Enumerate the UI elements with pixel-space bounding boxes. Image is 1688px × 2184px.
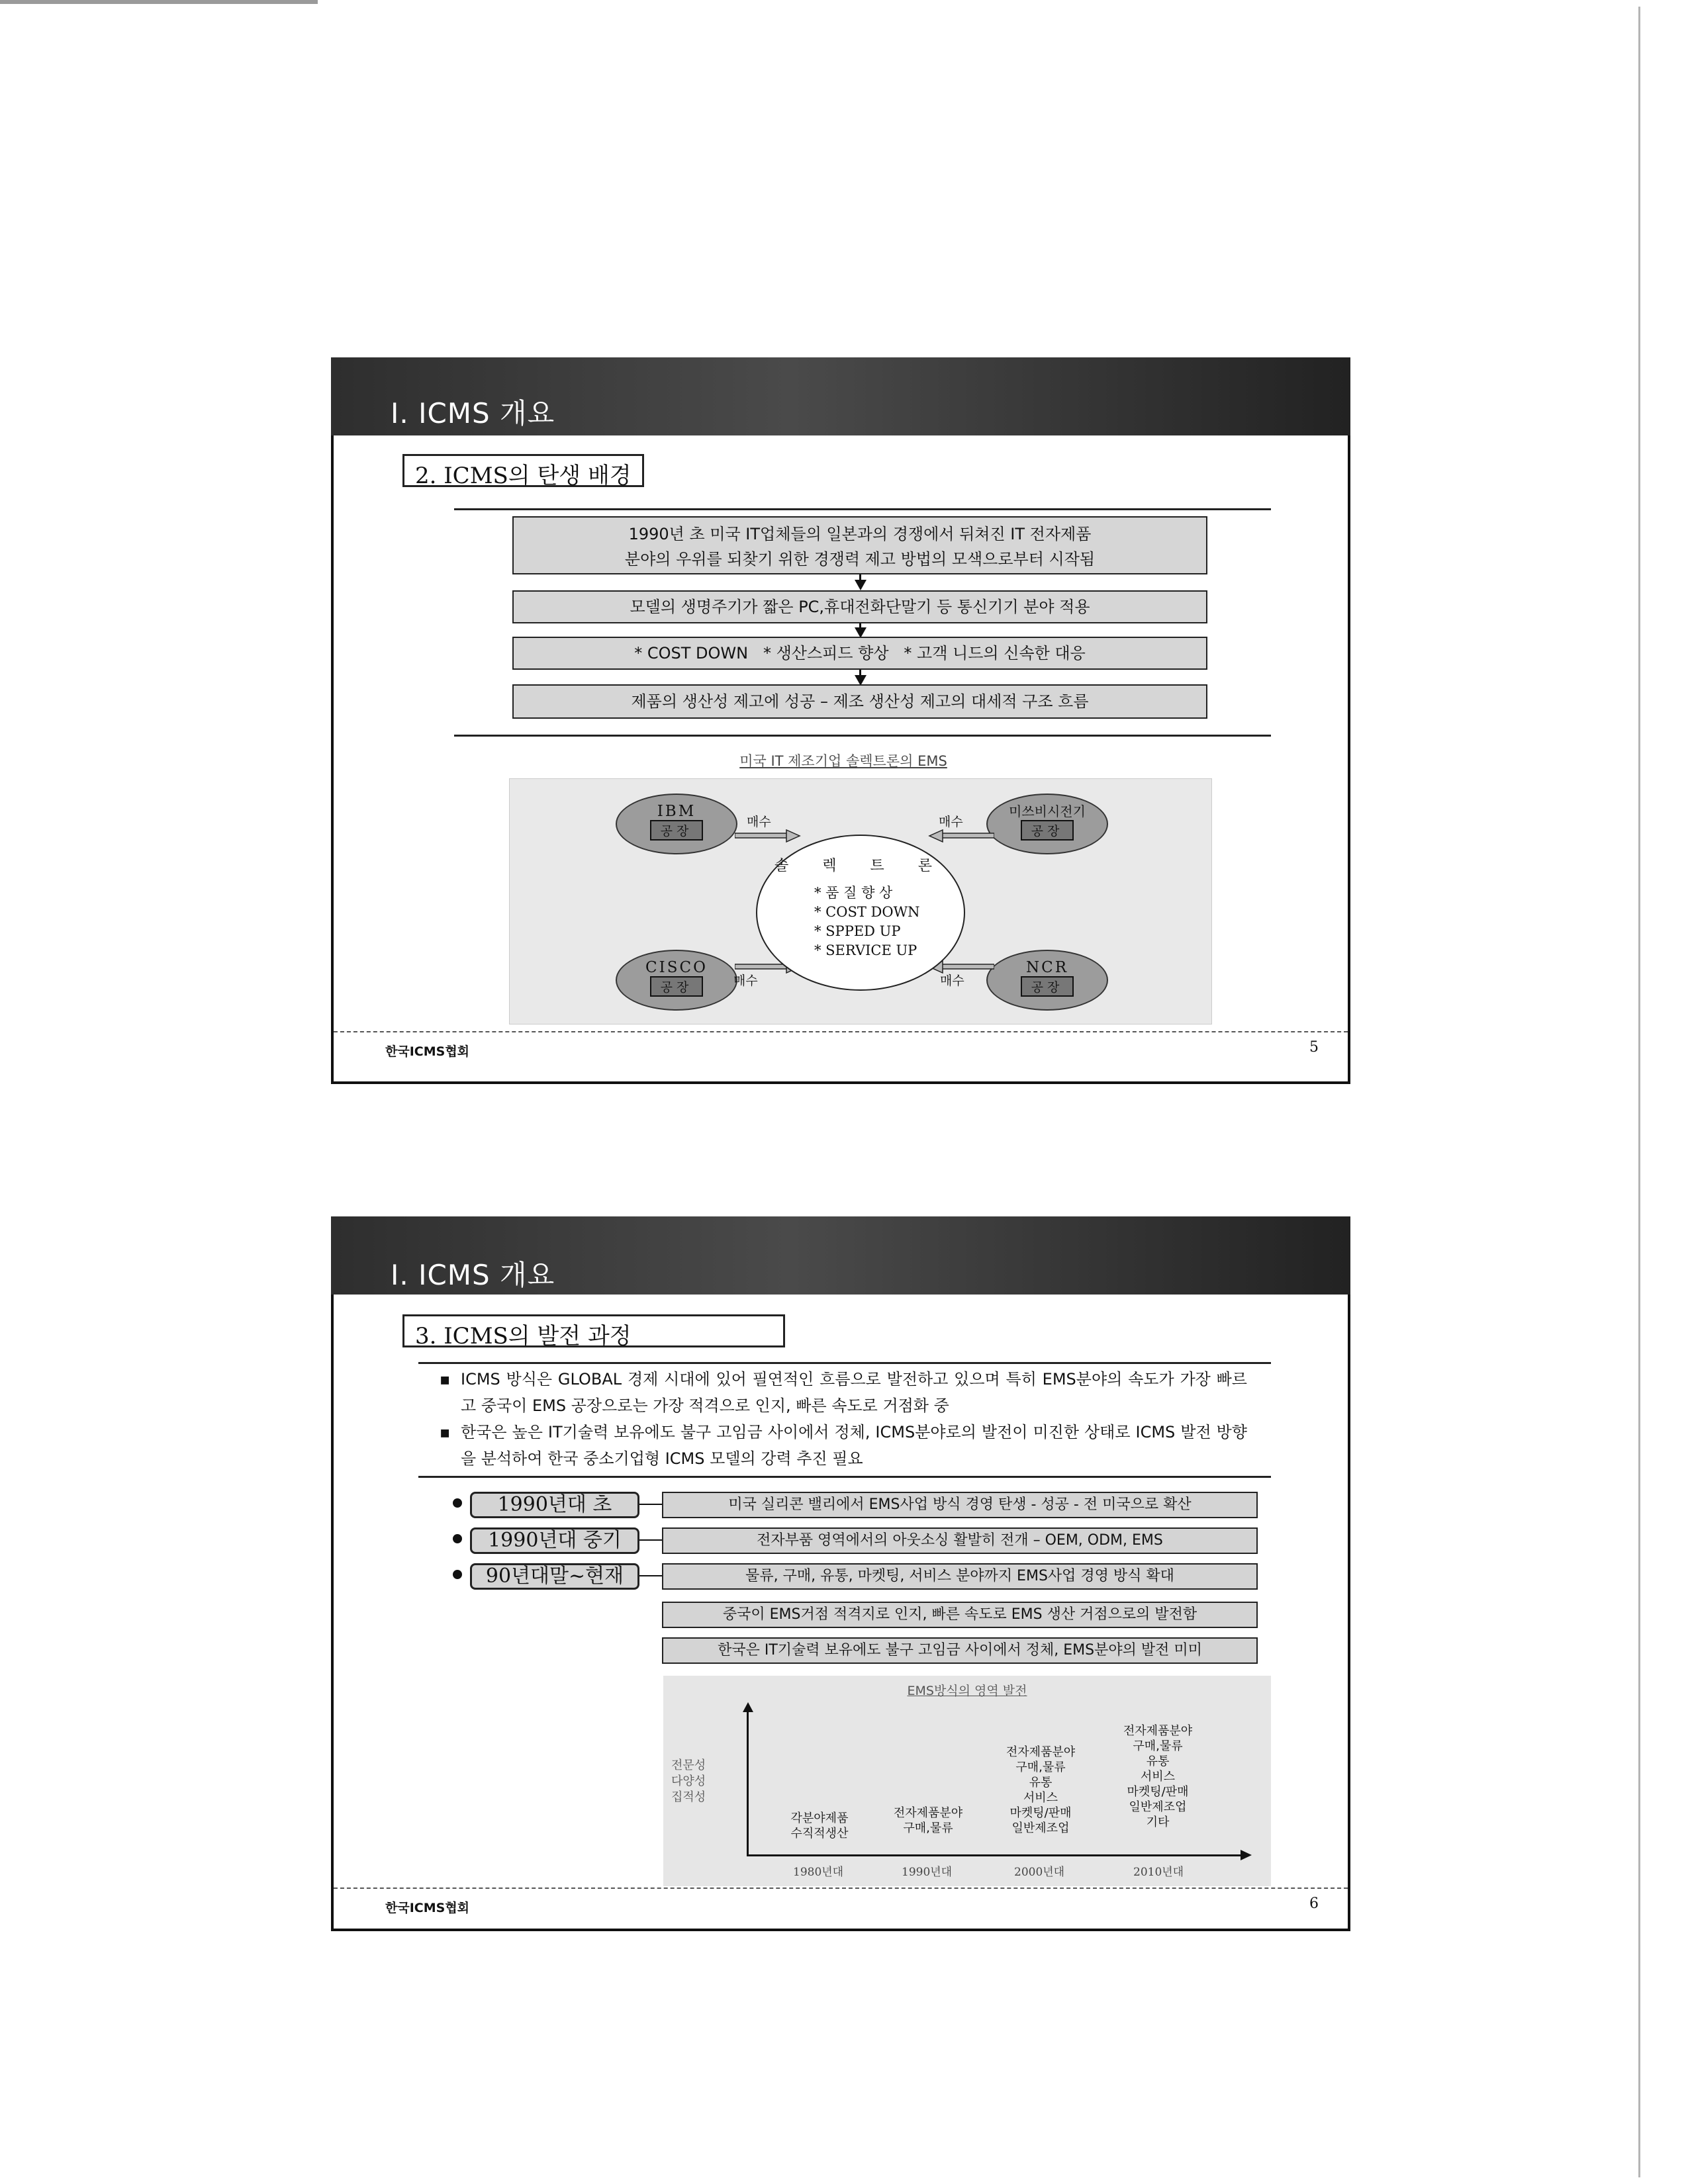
column-item: 마켓팅/판매 [1009,1806,1072,1820]
column-item: 구매,물류 [903,1821,953,1835]
benefit-item: * 품 질 향 상 [814,885,893,901]
slide-title: I. ICMS 개요 [391,397,555,430]
chart-title: EMS방식의 영역 발전 [907,1684,1027,1698]
column-item: 전자제품분야 [1123,1724,1193,1738]
buy-label: 매수 [940,974,964,988]
benefit-item: * SERVICE UP [814,942,917,958]
connector-line [639,1539,662,1541]
down-arrow-icon [855,580,867,590]
solectron-circle [756,835,965,991]
flow-text: 모델의 생명주기가 짧은 PC,휴대전화단말기 등 통신기기 분야 적용 [630,598,1090,616]
era-label: 1990년대 초 [470,1492,639,1518]
page-number: 5 [1309,1039,1319,1056]
company-oval-mitsubishi [986,794,1108,854]
section-title: 2. ICMS의 탄생 배경 [402,454,644,487]
scan-edge-top [0,0,318,4]
bullet-dot-icon [453,1570,462,1579]
bullet-item: ▪ ICMS 방식은 GLOBAL 경제 시대에 있어 필연적인 흐름으로 발전하고 있으며 특히 EMS분야의 속도가 가장 빠르고 중국이 EMS 공장으로는 가장 적격으로 인지, 빠른 속도로 거점화 중 [440,1366,1247,1419]
flow-box-1 [512,516,1207,574]
bullet-list [440,1366,1247,1472]
bullet-item: ▪ 한국은 높은 IT기술력 보유에도 불구 고임금 사이에서 정체, ICMS분야로의 발전이 미진한 상태로 ICMS 발전 방향을 분석하여 한국 중소기업형 ICMS 모델의 강력 추진 필요 [440,1419,1247,1472]
x-tick-label: 1990년대 [902,1866,953,1879]
left-arrow-icon [928,829,994,842]
connector-line [639,1575,662,1576]
era-label: 1990년대 중기 [470,1527,639,1554]
ems-column-1980 [780,1811,859,1841]
column-item: 일반제조업 [1011,1821,1070,1835]
column-item: 각분야제품 [790,1811,849,1825]
benefit-item: * SPPED UP [814,923,901,939]
era-description: 미국 실리콘 밸리에서 EMS사업 방식 경영 탄생 - 성공 - 전 미국으로 확산 [662,1492,1258,1518]
scan-edge-right [1638,7,1640,2177]
benefit-item: * COST DOWN [814,904,920,920]
slide-6 [331,1216,1350,1931]
plant-label: 공장 [650,976,704,997]
y-axis [747,1709,749,1856]
bullet-dot-icon [453,1498,462,1508]
column-item: 전자제품분야 [893,1806,963,1820]
divider [454,508,1271,510]
flow-text: 제품의 생산성 제고에 성공 – 제조 생산성 제고의 대세적 구조 흐름 [631,692,1089,711]
column-item: 수직적생산 [790,1827,849,1841]
flow-text: * COST DOWN * 생산스피드 향상 * 고객 니드의 신속한 대응 [634,644,1086,662]
page-number: 6 [1309,1895,1319,1912]
korea-note: 한국은 IT기술력 보유에도 불구 고임금 사이에서 정체, EMS분야의 발전 미미 [662,1637,1258,1664]
x-tick-label: 2000년대 [1014,1866,1065,1879]
x-tick-label: 2010년대 [1133,1866,1184,1879]
footer-organization: 한국ICMS협회 [385,1044,470,1059]
up-arrow-icon [742,1702,754,1713]
footer-divider [334,1888,1348,1889]
column-item: 기타 [1146,1815,1170,1829]
footer-organization: 한국ICMS협회 [385,1901,470,1915]
solectron-title: 솔 렉 트 론 [774,858,947,874]
company-name: 미쓰비시전기 [1009,803,1086,819]
ems-column-1990 [882,1805,974,1836]
flow-box-4 [512,684,1207,719]
plant-label: 공장 [1021,976,1074,997]
company-oval-cisco [616,950,737,1011]
column-item: 서비스 [1023,1791,1058,1805]
company-name: CISCO [645,959,708,976]
solectron-diagram [509,778,1212,1024]
plant-label: 공장 [650,820,704,841]
company-name: IBM [657,803,696,820]
flow-box-3 [512,637,1207,670]
plant-label: 공장 [1021,820,1074,841]
solectron-benefits [814,884,920,960]
y-axis-label-line: 다양성 [671,1774,706,1788]
buy-label: 매수 [733,974,758,988]
y-axis-label-line: 집적성 [671,1790,706,1804]
footer-divider [334,1031,1348,1032]
diagram-title: 미국 IT 제조기업 솔렉트론의 EMS [739,753,947,769]
ems-evolution-chart [663,1676,1271,1886]
column-item: 구매,물류 [1015,1760,1066,1774]
slide-header [331,1216,1350,1295]
column-item: 전자제품분야 [1006,1745,1076,1759]
y-axis-label [671,1758,706,1805]
company-oval-ibm [616,794,737,854]
column-item: 마켓팅/판매 [1127,1785,1189,1799]
divider [418,1476,1271,1478]
buy-label: 매수 [747,815,771,829]
ems-column-2010 [1108,1723,1207,1830]
column-item: 구매,물류 [1133,1739,1183,1753]
slide-5 [331,357,1350,1084]
section-title: 3. ICMS의 발전 과정 [402,1314,785,1347]
era-description: 전자부품 영역에서의 아웃소싱 활발히 전개 – OEM, ODM, EMS [662,1527,1258,1554]
y-axis-label-line: 전문성 [671,1758,706,1772]
flow-text: 분야의 우위를 되찾기 위한 경쟁력 제고 방법의 모색으로부터 시작됨 [624,550,1096,569]
x-tick-label: 1980년대 [793,1866,844,1879]
flow-box-2 [512,590,1207,623]
connector-line [639,1504,662,1505]
era-description: 물류, 구매, 유통, 마켓팅, 서비스 분야까지 EMS사업 경영 방식 확대 [662,1563,1258,1590]
buy-label: 매수 [939,815,963,829]
x-axis [747,1854,1243,1856]
company-oval-ncr [986,950,1108,1011]
right-arrow-icon [735,829,801,842]
slide-header [331,357,1350,435]
divider [418,1362,1271,1364]
divider [454,735,1271,737]
era-label: 90년대말~현재 [470,1563,639,1590]
right-arrow-icon [1241,1850,1252,1862]
china-note: 중국이 EMS거점 적격지로 인지, 빠른 속도로 EMS 생산 거점으로의 발전함 [662,1602,1258,1628]
column-item: 유통 [1146,1754,1170,1768]
flow-text: 1990년 초 미국 IT업체들의 일본과의 경쟁에서 뒤쳐진 IT 전자제품 [628,525,1092,543]
ems-column-2000 [994,1745,1087,1836]
column-item: 서비스 [1140,1770,1176,1784]
company-name: NCR [1025,959,1069,976]
bullet-dot-icon [453,1534,462,1543]
slide-title: I. ICMS 개요 [391,1259,555,1291]
column-item: 유통 [1029,1776,1053,1790]
column-item: 일반제조업 [1129,1800,1187,1814]
